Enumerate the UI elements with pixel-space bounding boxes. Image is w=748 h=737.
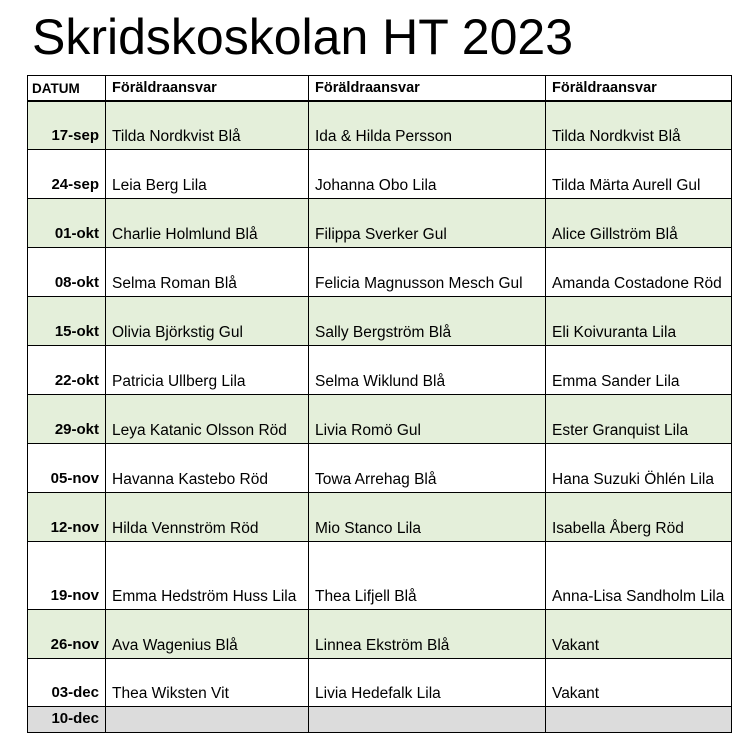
date-cell: 17-sep xyxy=(28,101,106,149)
table-row xyxy=(28,443,732,492)
header-row xyxy=(28,76,732,102)
parent-cell: Hilda Vennström Röd xyxy=(106,492,309,541)
date-cell: 24-sep xyxy=(28,149,106,198)
parent-cell: Ida & Hilda Persson xyxy=(309,101,546,149)
date-cell: 22-okt xyxy=(28,345,106,394)
parent-cell: Filippa Sverker Gul xyxy=(309,198,546,247)
parent-cell: Vakant xyxy=(546,658,732,706)
parent-cell: Livia Romö Gul xyxy=(309,394,546,443)
parent-cell: Leia Berg Lila xyxy=(106,149,309,198)
date-cell: 19-nov xyxy=(28,541,106,609)
schedule-table xyxy=(27,75,732,733)
date-cell: 15-okt xyxy=(28,296,106,345)
parent-cell: Selma Wiklund Blå xyxy=(309,345,546,394)
date-cell: 29-okt xyxy=(28,394,106,443)
parent-cell xyxy=(546,706,732,732)
parent-cell: Felicia Magnusson Mesch Gul xyxy=(309,247,546,296)
header-foraldraansvar-1: Föräldraansvar xyxy=(106,76,309,102)
parent-cell: Tilda Nordkvist Blå xyxy=(546,101,732,149)
parent-cell: Isabella Åberg Röd xyxy=(546,492,732,541)
parent-cell: Emma Sander Lila xyxy=(546,345,732,394)
date-cell: 12-nov xyxy=(28,492,106,541)
parent-cell: Thea Wiksten Vit xyxy=(106,658,309,706)
parent-cell: Amanda Costadone Röd xyxy=(546,247,732,296)
parent-cell: Charlie Holmlund Blå xyxy=(106,198,309,247)
date-cell: 03-dec xyxy=(28,658,106,706)
table-row xyxy=(28,345,732,394)
page-title: Skridskoskolan HT 2023 xyxy=(32,9,574,65)
parent-cell: Hana Suzuki Öhlén Lila xyxy=(546,443,732,492)
table-row xyxy=(28,101,732,149)
table-row xyxy=(28,541,732,609)
parent-cell: Alice Gillström Blå xyxy=(546,198,732,247)
table-row xyxy=(28,296,732,345)
date-cell: 26-nov xyxy=(28,609,106,658)
parent-cell: Olivia Björkstig Gul xyxy=(106,296,309,345)
table-row xyxy=(28,609,732,658)
date-cell: 05-nov xyxy=(28,443,106,492)
parent-cell: Ester Granquist Lila xyxy=(546,394,732,443)
parent-cell: Towa Arrehag Blå xyxy=(309,443,546,492)
date-cell: 01-okt xyxy=(28,198,106,247)
parent-cell: Anna-Lisa Sandholm Lila xyxy=(546,541,732,609)
parent-cell: Mio Stanco Lila xyxy=(309,492,546,541)
date-cell: 10-dec xyxy=(28,706,106,732)
parent-cell: Emma Hedström Huss Lila xyxy=(106,541,309,609)
parent-cell: Havanna Kastebo Röd xyxy=(106,443,309,492)
table-row xyxy=(28,492,732,541)
parent-cell: Tilda Nordkvist Blå xyxy=(106,101,309,149)
table-row xyxy=(28,198,732,247)
parent-cell: Livia Hedefalk Lila xyxy=(309,658,546,706)
header-foraldraansvar-2: Föräldraansvar xyxy=(309,76,546,102)
parent-cell: Ava Wagenius Blå xyxy=(106,609,309,658)
parent-cell: Thea Lifjell Blå xyxy=(309,541,546,609)
parent-cell xyxy=(106,706,309,732)
table-row xyxy=(28,149,732,198)
table-row xyxy=(28,706,732,732)
parent-cell: Leya Katanic Olsson Röd xyxy=(106,394,309,443)
parent-cell xyxy=(309,706,546,732)
parent-cell: Linnea Ekström Blå xyxy=(309,609,546,658)
parent-cell: Selma Roman Blå xyxy=(106,247,309,296)
header-datum: DATUM xyxy=(28,76,106,102)
parent-cell: Patricia Ullberg Lila xyxy=(106,345,309,394)
parent-cell: Johanna Obo Lila xyxy=(309,149,546,198)
parent-cell: Vakant xyxy=(546,609,732,658)
table-row xyxy=(28,394,732,443)
header-foraldraansvar-3: Föräldraansvar xyxy=(546,76,732,102)
parent-cell: Eli Koivuranta Lila xyxy=(546,296,732,345)
parent-cell: Sally Bergström Blå xyxy=(309,296,546,345)
table-row xyxy=(28,658,732,706)
table-row xyxy=(28,247,732,296)
date-cell: 08-okt xyxy=(28,247,106,296)
parent-cell: Tilda Märta Aurell Gul xyxy=(546,149,732,198)
